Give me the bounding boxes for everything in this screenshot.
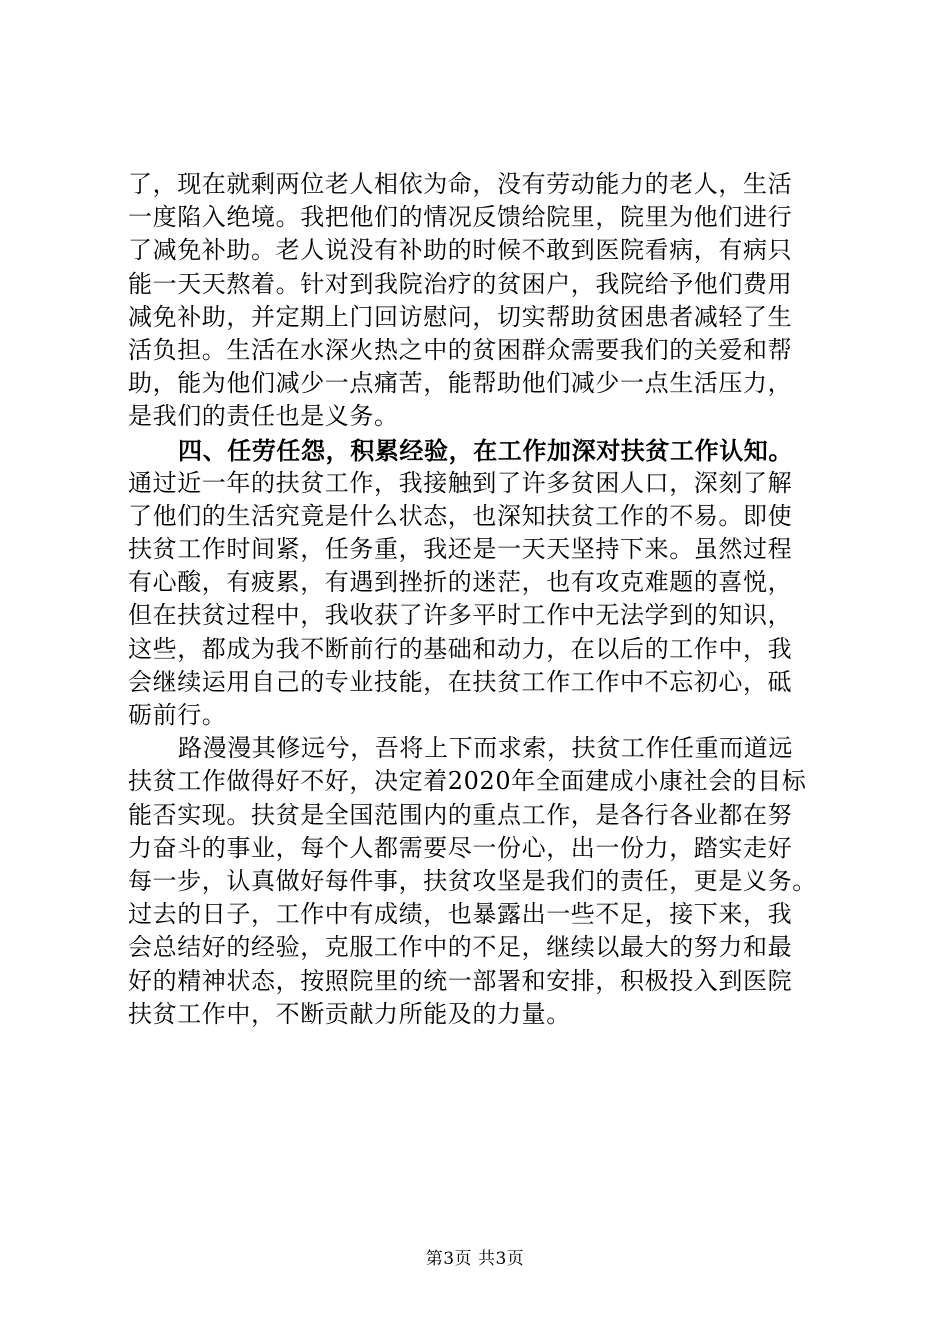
page-number-label: 第3页 共3页 bbox=[425, 1249, 525, 1269]
body-line: 好的精神状态，按照院里的统一部署和安排，积极投入到医院 bbox=[128, 966, 793, 995]
body-line: 过去的日子，工作中有成绩，也暴露出一些不足，接下来，我 bbox=[128, 900, 793, 929]
body-line: 这些，都成为我不断前行的基础和动力，在以后的工作中，我 bbox=[128, 634, 793, 663]
body-line: 能一天天熬着。针对到我院治疗的贫困户，我院给予他们费用 bbox=[128, 269, 793, 298]
body-line: 但在扶贫过程中，我收获了许多平时工作中无法学到的知识， bbox=[128, 601, 793, 630]
body-line: 了，现在就剩两位老人相依为命，没有劳动能力的老人，生活 bbox=[128, 170, 793, 198]
body-line: 通过近一年的扶贫工作，我接触到了许多贫困人口，深刻了解 bbox=[128, 468, 793, 497]
body-line: 会继续运用自己的专业技能，在扶贫工作工作中不忘初心，砥 bbox=[128, 667, 793, 696]
section-heading: 四、任劳任怨，积累经验，在工作加深对扶贫工作认知。 bbox=[178, 435, 793, 465]
body-line: 了他们的生活究竟是什么状态，也深知扶贫工作的不易。即使 bbox=[128, 501, 793, 530]
page-footer bbox=[0, 1244, 950, 1269]
body-line: 活负担。生活在水深火热之中的贫困群众需要我们的关爱和帮 bbox=[128, 335, 793, 364]
body-line: 力奋斗的事业，每个人都需要尽一份心，出一份力，踏实走好 bbox=[128, 833, 793, 862]
body-line: 每一步，认真做好每件事，扶贫攻坚是我们的责任，更是义务。 bbox=[128, 866, 817, 895]
body-line: 了减免补助。老人说没有补助的时候不敢到医院看病，有病只 bbox=[128, 236, 793, 265]
body-line: 能否实现。扶贫是全国范围内的重点工作，是各行各业都在努 bbox=[128, 800, 793, 829]
body-line: 砺前行。 bbox=[128, 701, 227, 729]
body-line: 助，能为他们减少一点痛苦，能帮助他们减少一点生活压力， bbox=[128, 369, 793, 398]
body-line: 扶贫工作中，不断贡献力所能及的力量。 bbox=[128, 999, 571, 1028]
body-line: 是我们的责任也是义务。 bbox=[128, 402, 399, 431]
document-body bbox=[128, 168, 838, 1031]
body-line: 扶贫工作时间紧，任务重，我还是一天天坚持下来。虽然过程 bbox=[128, 535, 793, 564]
paragraph-first-line: 路漫漫其修远兮，吾将上下而求索，扶贫工作任重而道远 bbox=[178, 734, 793, 763]
body-line: 有心酸，有疲累，有遇到挫折的迷茫，也有攻克难题的喜悦， bbox=[128, 568, 793, 597]
body-line: 会总结好的经验，克服工作中的不足，继续以最大的努力和最 bbox=[128, 933, 793, 962]
body-line: 减免补助，并定期上门回访慰问，切实帮助贫困患者减轻了生 bbox=[128, 302, 793, 331]
body-line: 扶贫工作做得好不好，决定着2020年全面建成小康社会的目标 bbox=[128, 767, 807, 796]
body-line: 一度陷入绝境。我把他们的情况反馈给院里，院里为他们进行 bbox=[128, 203, 793, 232]
